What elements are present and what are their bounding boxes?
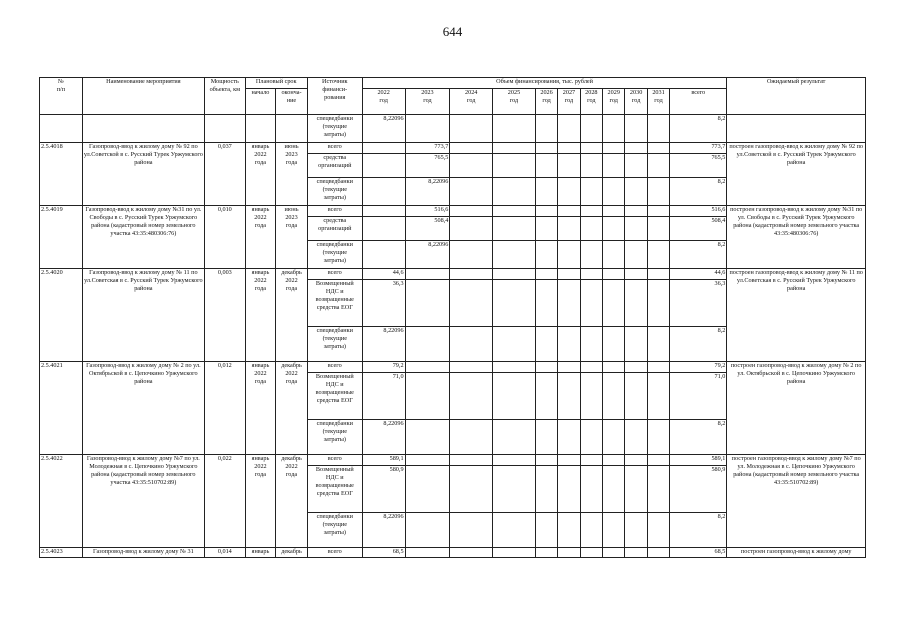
empty-cell xyxy=(40,115,83,143)
value-empty xyxy=(647,154,669,178)
value-empty xyxy=(558,362,580,373)
header-year: 2022 год xyxy=(362,89,405,115)
value-2022: 589,1 xyxy=(362,455,405,466)
value-empty xyxy=(450,206,493,217)
page-number: 644 xyxy=(442,24,463,39)
source-cell: спецведбанки (текущие затраты) xyxy=(307,178,362,206)
row-number: 2.5.4022 xyxy=(40,455,83,548)
event-name: Газопровод-ввод к жилому дому №7 по ул. Молодежная в с. Цепочкино Уржумского района (кадастровый номер земельного участка 43:35:510702:89) xyxy=(82,455,204,548)
value-empty xyxy=(450,548,493,558)
value-2023: 508,4 xyxy=(405,217,450,241)
table-row xyxy=(40,206,866,217)
value-empty xyxy=(558,466,580,513)
value-empty xyxy=(625,455,647,466)
value-empty xyxy=(493,280,536,327)
value-empty xyxy=(603,373,625,420)
source-cell: спецведбанки (текущие затраты) xyxy=(307,513,362,548)
value-2022 xyxy=(362,206,405,217)
value-empty xyxy=(493,466,536,513)
value-total: 44,6 xyxy=(670,269,727,280)
value-2022: 44,6 xyxy=(362,269,405,280)
value-empty xyxy=(580,280,602,327)
value-empty xyxy=(647,513,669,548)
value-empty xyxy=(603,466,625,513)
value-empty xyxy=(558,143,580,154)
header-start: начало xyxy=(245,89,276,115)
value-empty xyxy=(580,115,602,143)
value-2023 xyxy=(405,327,450,362)
value-empty xyxy=(625,373,647,420)
value-total: 580,9 xyxy=(670,466,727,513)
value-2022 xyxy=(362,178,405,206)
row-number: 2.5.4018 xyxy=(40,143,83,206)
value-total: 68,5 xyxy=(670,548,727,558)
header-year: 2023 год xyxy=(405,89,450,115)
value-2023 xyxy=(405,455,450,466)
value-empty xyxy=(603,143,625,154)
value-empty xyxy=(580,143,602,154)
table-row xyxy=(40,269,866,280)
row-number: 2.5.4023 xyxy=(40,548,83,558)
value-2022 xyxy=(362,154,405,178)
value-2022 xyxy=(362,217,405,241)
header-num: № п/п xyxy=(40,78,83,115)
value-empty xyxy=(535,115,557,143)
value-empty xyxy=(535,420,557,455)
header-volume: Объем финансирования, тыс. рублей xyxy=(362,78,727,89)
row-number: 2.5.4019 xyxy=(40,206,83,269)
capacity: 0,010 xyxy=(204,206,245,269)
value-empty xyxy=(450,513,493,548)
value-empty xyxy=(450,327,493,362)
end-date: июнь 2023 года xyxy=(276,206,308,269)
value-2022: 580,9 xyxy=(362,466,405,513)
header-year: 2025 год xyxy=(493,89,536,115)
value-2022: 8,22096 xyxy=(362,327,405,362)
value-empty xyxy=(580,206,602,217)
value-total: 36,3 xyxy=(670,280,727,327)
value-empty xyxy=(647,178,669,206)
value-empty xyxy=(603,206,625,217)
value-empty xyxy=(558,455,580,466)
value-empty xyxy=(493,548,536,558)
value-empty xyxy=(647,455,669,466)
source-cell: средства организаций xyxy=(307,217,362,241)
header-name: Наименование мероприятия xyxy=(82,78,204,115)
value-empty xyxy=(647,548,669,558)
start-date: январь 2022 года xyxy=(245,269,276,362)
value-empty xyxy=(625,115,647,143)
source-cell: средства организаций xyxy=(307,154,362,178)
value-empty xyxy=(625,178,647,206)
table-row xyxy=(40,362,866,373)
value-empty xyxy=(647,217,669,241)
value-2022: 68,5 xyxy=(362,548,405,558)
value-total: 8,2 xyxy=(670,115,727,143)
value-empty xyxy=(535,548,557,558)
value-empty xyxy=(580,420,602,455)
value-total: 8,2 xyxy=(670,513,727,548)
value-empty xyxy=(558,269,580,280)
event-name: Газопровод-ввод к жилому дому № 31 xyxy=(82,548,204,558)
value-empty xyxy=(535,241,557,269)
value-2022 xyxy=(362,143,405,154)
source-cell: всего xyxy=(307,548,362,558)
value-empty xyxy=(625,420,647,455)
value-empty xyxy=(580,466,602,513)
value-empty xyxy=(603,455,625,466)
value-empty xyxy=(450,455,493,466)
header-year: 2024 год xyxy=(450,89,493,115)
value-empty xyxy=(450,154,493,178)
value-empty xyxy=(603,269,625,280)
value-empty xyxy=(647,143,669,154)
source-cell: спецведбанки (текущие затраты) xyxy=(307,115,362,143)
value-empty xyxy=(493,143,536,154)
value-empty xyxy=(625,143,647,154)
value-empty xyxy=(558,420,580,455)
value-empty xyxy=(625,513,647,548)
value-empty xyxy=(558,115,580,143)
start-date: январь 2022 года xyxy=(245,362,276,455)
value-empty xyxy=(603,241,625,269)
value-total: 8,2 xyxy=(670,420,727,455)
empty-cell xyxy=(276,115,308,143)
header-year: 2030 год xyxy=(625,89,647,115)
value-empty xyxy=(535,362,557,373)
value-empty xyxy=(558,178,580,206)
value-empty xyxy=(558,241,580,269)
capacity: 0,003 xyxy=(204,269,245,362)
value-2022 xyxy=(362,241,405,269)
expected-result: построен газопровод-ввод к жилому дому № 92 по ул.Советской в с. Русский Турек Уржумского района xyxy=(727,143,866,206)
start-date: январь 2022 года xyxy=(245,455,276,548)
source-cell: всего xyxy=(307,455,362,466)
empty-cell xyxy=(245,115,276,143)
value-empty xyxy=(647,327,669,362)
value-empty xyxy=(580,373,602,420)
source-cell: всего xyxy=(307,362,362,373)
value-empty xyxy=(603,513,625,548)
value-total: 71,0 xyxy=(670,373,727,420)
source-cell: всего xyxy=(307,269,362,280)
event-name: Газопровод-ввод к жилому дому № 92 по ул.Советской в с. Русский Турек Уржумского района xyxy=(82,143,204,206)
value-empty xyxy=(603,178,625,206)
value-empty xyxy=(647,420,669,455)
value-empty xyxy=(625,206,647,217)
value-empty xyxy=(580,513,602,548)
value-2023: 8,22096 xyxy=(405,241,450,269)
value-empty xyxy=(625,154,647,178)
value-empty xyxy=(535,373,557,420)
value-empty xyxy=(493,217,536,241)
value-empty xyxy=(558,373,580,420)
value-total: 765,5 xyxy=(670,154,727,178)
table-row xyxy=(40,548,866,558)
value-empty xyxy=(450,178,493,206)
value-total: 8,2 xyxy=(670,327,727,362)
value-empty xyxy=(535,178,557,206)
value-2023 xyxy=(405,115,450,143)
value-empty xyxy=(493,362,536,373)
end-date: декабрь 2022 года xyxy=(276,362,308,455)
value-2023: 765,5 xyxy=(405,154,450,178)
event-name: Газопровод-ввод к жилому дому №31 по ул. Свободы в с. Русский Турек Уржумского района (кадастровый номер земельного участка 43:35:480306:76) xyxy=(82,206,204,269)
value-empty xyxy=(450,362,493,373)
value-2023 xyxy=(405,548,450,558)
value-2023 xyxy=(405,280,450,327)
value-empty xyxy=(558,513,580,548)
value-empty xyxy=(558,217,580,241)
value-empty xyxy=(493,373,536,420)
value-empty xyxy=(535,466,557,513)
value-empty xyxy=(580,178,602,206)
value-2023 xyxy=(405,362,450,373)
value-empty xyxy=(493,178,536,206)
value-2023: 8,22096 xyxy=(405,178,450,206)
value-2023 xyxy=(405,269,450,280)
value-total: 79,2 xyxy=(670,362,727,373)
value-total: 516,6 xyxy=(670,206,727,217)
value-2023: 516,6 xyxy=(405,206,450,217)
source-cell: Возмещенный НДС и возвращенные средства ЕОГ xyxy=(307,466,362,513)
header-year: 2029 год xyxy=(603,89,625,115)
start-date: январь xyxy=(245,548,276,558)
value-empty xyxy=(647,269,669,280)
value-empty xyxy=(603,362,625,373)
table-row xyxy=(40,455,866,466)
value-2023 xyxy=(405,420,450,455)
value-empty xyxy=(450,217,493,241)
header-row xyxy=(40,78,866,89)
value-empty xyxy=(535,269,557,280)
value-empty xyxy=(535,280,557,327)
value-empty xyxy=(558,548,580,558)
value-empty xyxy=(558,154,580,178)
value-empty xyxy=(493,455,536,466)
value-empty xyxy=(580,269,602,280)
capacity: 0,037 xyxy=(204,143,245,206)
value-empty xyxy=(493,154,536,178)
financing-table xyxy=(39,77,866,558)
value-empty xyxy=(603,154,625,178)
header-year: 2027 год xyxy=(558,89,580,115)
value-empty xyxy=(647,241,669,269)
expected-result: построен газопровод-ввод к жилому дому xyxy=(727,548,866,558)
value-empty xyxy=(580,548,602,558)
value-2022: 8,22096 xyxy=(362,513,405,548)
event-name: Газопровод-ввод к жилому дому № 2 по ул. Октябрьской в с. Цепочкино Уржумского района xyxy=(82,362,204,455)
value-2022: 71,0 xyxy=(362,373,405,420)
start-date: январь 2022 года xyxy=(245,206,276,269)
value-empty xyxy=(493,269,536,280)
empty-cell xyxy=(204,115,245,143)
source-cell: Возмещенный НДС и возвращенные средства ЕОГ xyxy=(307,373,362,420)
capacity: 0,022 xyxy=(204,455,245,548)
value-empty xyxy=(450,280,493,327)
header-total: всего xyxy=(670,89,727,115)
value-empty xyxy=(493,206,536,217)
value-empty xyxy=(603,280,625,327)
value-2022: 8,22096 xyxy=(362,115,405,143)
row-number: 2.5.4021 xyxy=(40,362,83,455)
source-cell: Возмещенный НДС и возвращенные средства ЕОГ xyxy=(307,280,362,327)
capacity: 0,012 xyxy=(204,362,245,455)
value-empty xyxy=(450,143,493,154)
value-empty xyxy=(647,206,669,217)
value-empty xyxy=(493,420,536,455)
value-empty xyxy=(580,241,602,269)
row-number: 2.5.4020 xyxy=(40,269,83,362)
table-row xyxy=(40,143,866,154)
value-empty xyxy=(535,327,557,362)
expected-result: построен газопровод-ввод к жилому дому №31 по ул. Свободы в с. Русский Турек Уржумского района (кадастровый номер земельного участка 43:35:480306:76) xyxy=(727,206,866,269)
value-empty xyxy=(535,217,557,241)
value-empty xyxy=(535,143,557,154)
value-empty xyxy=(625,327,647,362)
value-empty xyxy=(603,548,625,558)
value-empty xyxy=(603,115,625,143)
value-empty xyxy=(580,154,602,178)
value-2022: 36,3 xyxy=(362,280,405,327)
value-2023 xyxy=(405,513,450,548)
value-empty xyxy=(625,362,647,373)
event-name: Газопровод-ввод к жилому дому № 11 по ул.Советская в с. Русский Турек Уржумского района xyxy=(82,269,204,362)
value-empty xyxy=(625,217,647,241)
header-year: 2028 год xyxy=(580,89,602,115)
value-empty xyxy=(625,466,647,513)
value-empty xyxy=(603,420,625,455)
value-empty xyxy=(603,327,625,362)
value-empty xyxy=(580,217,602,241)
header-result: Ожидаемый результат xyxy=(727,78,866,115)
value-empty xyxy=(647,466,669,513)
value-empty xyxy=(625,548,647,558)
value-empty xyxy=(647,115,669,143)
value-empty xyxy=(647,280,669,327)
source-cell: спецведбанки (текущие затраты) xyxy=(307,420,362,455)
value-empty xyxy=(558,280,580,327)
end-date: декабрь 2022 года xyxy=(276,455,308,548)
end-date: июнь 2023 года xyxy=(276,143,308,206)
value-empty xyxy=(493,241,536,269)
value-2022: 79,2 xyxy=(362,362,405,373)
value-empty xyxy=(535,154,557,178)
expected-result: построен газопровод-ввод к жилому дому № 11 по ул.Советская в с. Русский Турек Уржумского района xyxy=(727,269,866,362)
header-period: Плановый срок xyxy=(245,78,307,89)
value-empty xyxy=(625,280,647,327)
value-empty xyxy=(493,327,536,362)
value-empty xyxy=(625,241,647,269)
empty-cell xyxy=(727,115,866,143)
value-empty xyxy=(535,455,557,466)
value-total: 8,2 xyxy=(670,241,727,269)
value-empty xyxy=(558,206,580,217)
value-empty xyxy=(450,466,493,513)
value-total: 508,4 xyxy=(670,217,727,241)
table-row xyxy=(40,115,866,143)
header-year: 2026 год xyxy=(535,89,557,115)
value-empty xyxy=(625,269,647,280)
end-date: декабрь xyxy=(276,548,308,558)
header-year: 2031 год xyxy=(647,89,669,115)
value-empty xyxy=(450,373,493,420)
header-end: оконча- ние xyxy=(276,89,308,115)
value-empty xyxy=(450,241,493,269)
end-date: декабрь 2022 года xyxy=(276,269,308,362)
value-total: 8,2 xyxy=(670,178,727,206)
value-empty xyxy=(580,455,602,466)
value-empty xyxy=(580,327,602,362)
source-cell: спецведбанки (текущие затраты) xyxy=(307,327,362,362)
value-empty xyxy=(558,327,580,362)
value-empty xyxy=(647,362,669,373)
value-empty xyxy=(450,269,493,280)
value-empty xyxy=(450,115,493,143)
value-empty xyxy=(493,115,536,143)
value-2022: 8,22096 xyxy=(362,420,405,455)
value-empty xyxy=(580,362,602,373)
value-empty xyxy=(647,373,669,420)
value-total: 773,7 xyxy=(670,143,727,154)
source-cell: спецведбанки (текущие затраты) xyxy=(307,241,362,269)
source-cell: всего xyxy=(307,143,362,154)
empty-cell xyxy=(82,115,204,143)
start-date: январь 2022 года xyxy=(245,143,276,206)
value-empty xyxy=(535,206,557,217)
source-cell: всего xyxy=(307,206,362,217)
header-capacity: Мощность объекта, км xyxy=(204,78,245,115)
value-empty xyxy=(493,513,536,548)
value-2023 xyxy=(405,373,450,420)
value-total: 589,1 xyxy=(670,455,727,466)
capacity: 0,014 xyxy=(204,548,245,558)
expected-result: построен газопровод-ввод к жилому дому №7 по ул. Молодежная в с. Цепочкино Уржумского района (кадастровый номер земельного участка 43:35:510702:89) xyxy=(727,455,866,548)
header-source: Источник финанси- рования xyxy=(307,78,362,115)
value-empty xyxy=(603,217,625,241)
value-2023: 773,7 xyxy=(405,143,450,154)
value-empty xyxy=(450,420,493,455)
value-2023 xyxy=(405,466,450,513)
value-empty xyxy=(535,513,557,548)
expected-result: построен газопровод-ввод к жилому дому № 2 по ул. Октябрьской в с. Цепочкино Уржумского района xyxy=(727,362,866,455)
